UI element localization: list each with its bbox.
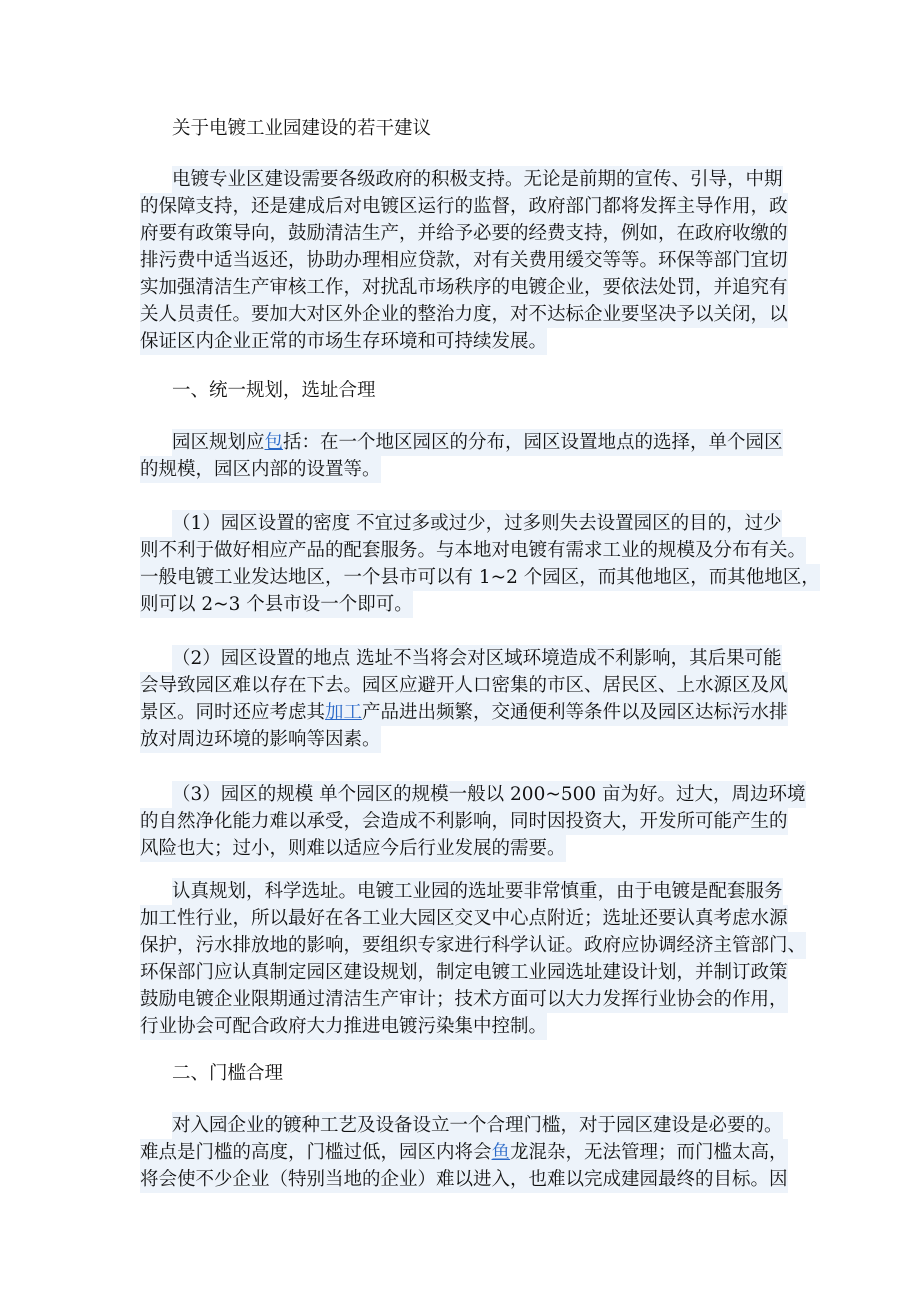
paragraph-line: 会导致园区难以存在下去。园区应避开人口密集的市区、居民区、上水源区及风 bbox=[140, 672, 788, 699]
section-heading: 一、统一规划，选址合理 bbox=[172, 380, 376, 401]
text-segment: 景区。同时还应考虑其 bbox=[140, 702, 326, 723]
text-segment: 产品进出频繁，交通便利等条件以及园区达标污水排 bbox=[362, 702, 788, 723]
paragraph-line: 保证区内企业正常的市场生存环境和可持续发展。 bbox=[140, 328, 547, 355]
paragraph-line: 认真规划，科学选址。电镀工业园的选址要非常慎重，由于电镀是配套服务 bbox=[172, 878, 783, 905]
paragraph-line: 关人员责任。要加大对区外企业的整治力度，对不达标企业要坚决予以关闭，以 bbox=[140, 301, 788, 328]
paragraph-line: 加工性行业，所以最好在各工业大园区交叉中心点附近；选址还要认真考虑水源 bbox=[140, 905, 788, 932]
text-segment: 难点是门槛的高度，门槛过低，园区内将会 bbox=[140, 1142, 492, 1163]
paragraph-line: 府要有政策导向，鼓励清洁生产，并给予必要的经费支持，例如，在政府收缴的 bbox=[140, 220, 788, 247]
paragraph-line: 的保障支持，还是建成后对电镀区运行的监督，政府部门都将发挥主导作用，政 bbox=[140, 193, 788, 220]
paragraph-line: 实加强清洁生产审核工作，对扰乱市场秩序的电镀企业，要依法处罚，并追究有 bbox=[140, 274, 788, 301]
paragraph-line: 将会使不少企业（特别当地的企业）难以进入，也难以完成建园最终的目标。因 bbox=[140, 1166, 788, 1193]
paragraph-line: （2）园区设置的地点 选址不当将会对区域环境造成不利影响，其后果可能 bbox=[172, 645, 782, 672]
section-heading: 二、门槛合理 bbox=[172, 1063, 284, 1084]
inline-link[interactable]: 加工 bbox=[325, 702, 363, 723]
paragraph-line bbox=[172, 429, 783, 456]
text-segment: 园区规划应 bbox=[172, 432, 265, 453]
paragraph-line: 行业协会可配合政府大力推进电镀污染集中控制。 bbox=[140, 1013, 547, 1040]
paragraph-line: （3）园区的规模 单个园区的规模一般以 200~500 亩为好。过大，周边环境 bbox=[172, 781, 806, 808]
paragraph-line: 一般电镀工业发达地区，一个县市可以有 1~2 个园区，而其他地区，而其他地区， bbox=[140, 564, 820, 591]
document-title: 关于电镀工业园建设的若干建议 bbox=[172, 118, 432, 139]
paragraph-line bbox=[140, 699, 788, 726]
paragraph-line: （1）园区设置的密度 不宜过多或过少，过多则失去设置园区的目的，过少 bbox=[172, 510, 782, 537]
paragraph-line: 则可以 2~3 个县市设一个即可。 bbox=[140, 591, 413, 618]
paragraph-line: 对入园企业的镀种工艺及设备设立一个合理门槛，对于园区建设是必要的。 bbox=[172, 1112, 783, 1139]
paragraph-line: 鼓励电镀企业限期通过清洁生产审计；技术方面可以大力发挥行业协会的作用， bbox=[140, 986, 788, 1013]
text-segment: 括：在一个地区园区的分布，园区设置地点的选择，单个园区 bbox=[283, 432, 783, 453]
paragraph-line: 放对周边环境的影响等因素。 bbox=[140, 726, 381, 753]
inline-link[interactable]: 包 bbox=[264, 432, 284, 453]
paragraph-line: 环保部门应认真制定园区建设规划，制定电镀工业园选址建设计划，并制订政策 bbox=[140, 959, 788, 986]
inline-link[interactable]: 鱼 bbox=[491, 1142, 511, 1163]
paragraph-line: 电镀专业区建设需要各级政府的积极支持。无论是前期的宣传、引导，中期 bbox=[172, 166, 783, 193]
paragraph-line: 保护，污水排放地的影响，要组织专家进行科学认证。政府应协调经济主管部门、 bbox=[140, 932, 806, 959]
paragraph-line: 的规模，园区内部的设置等。 bbox=[140, 456, 381, 483]
paragraph-line: 排污费中适当返还，协助办理相应贷款，对有关费用缓交等等。环保等部门宜切 bbox=[140, 247, 788, 274]
text-segment: 龙混杂，无法管理；而门槛太高， bbox=[510, 1142, 788, 1163]
paragraph-line: 则不利于做好相应产品的配套服务。与本地对电镀有需求工业的规模及分布有关。 bbox=[140, 537, 806, 564]
paragraph-line: 的自然净化能力难以承受，会造成不利影响，同时因投资大，开发所可能产生的 bbox=[140, 808, 788, 835]
paragraph-line: 风险也大；过小，则难以适应今后行业发展的需要。 bbox=[140, 835, 566, 862]
paragraph-line bbox=[140, 1139, 788, 1166]
